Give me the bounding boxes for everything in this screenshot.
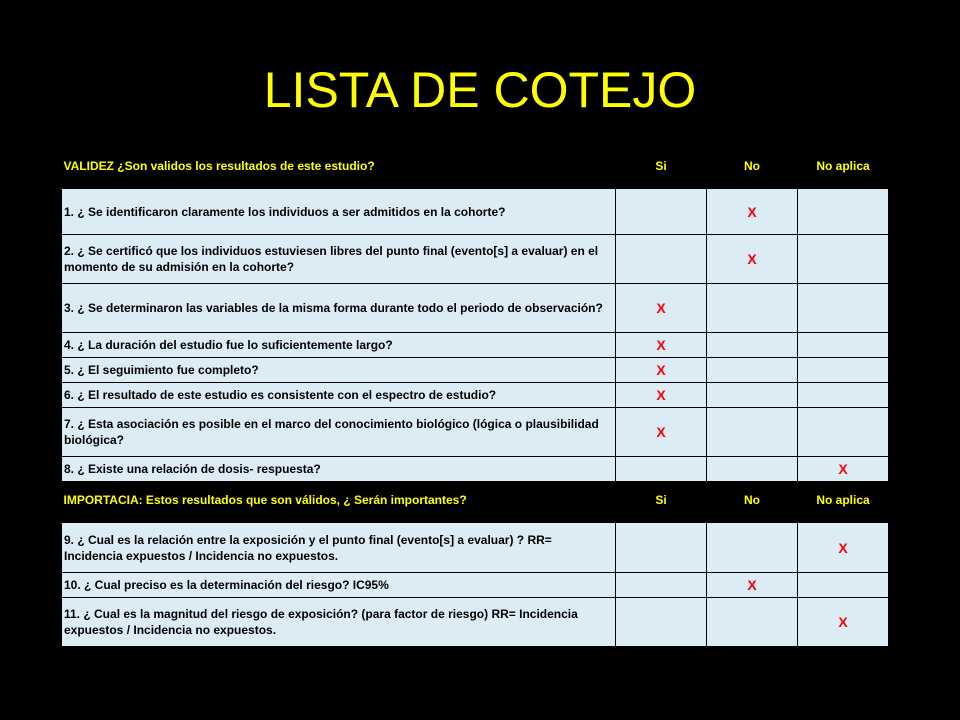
page-title: LISTA DE COTEJO [263, 62, 697, 118]
mark-no-aplica: X [798, 598, 889, 647]
question-text: 1. ¿ Se identificaron claramente los individuos a ser admitidos en la cohorte? [62, 189, 616, 235]
question-text: 7. ¿ Esta asociación es posible en el marco del conocimiento biológico (lógica o plausibilidad biológica? [62, 408, 616, 457]
table-row [62, 457, 889, 482]
table-row [62, 189, 889, 235]
section-header-label: VALIDEZ ¿Son validos los resultados de este estudio? [62, 148, 616, 184]
column-header-no-aplica: No aplica [798, 148, 889, 184]
mark-no-aplica: X [798, 523, 889, 573]
column-header-si: Si [616, 482, 707, 519]
mark-si: X [616, 383, 707, 408]
section-header-label: IMPORTACIA: Estos resultados que son válidos, ¿ Serán importantes? [62, 482, 616, 519]
question-text: 6. ¿ El resultado de este estudio es consistente con el espectro de estudio? [62, 383, 616, 408]
mark-no: X [707, 573, 798, 598]
mark-si: X [616, 358, 707, 383]
mark-no [707, 383, 798, 408]
mark-no [707, 408, 798, 457]
table-row [62, 383, 889, 408]
table-row [62, 284, 889, 333]
mark-no: X [707, 235, 798, 284]
mark-no [707, 333, 798, 358]
mark-si [616, 457, 707, 482]
table-row [62, 333, 889, 358]
checklist-table [61, 148, 889, 647]
question-text: 11. ¿ Cual es la magnitud del riesgo de exposición? (para factor de riesgo) RR= Incidencia expuestos / Incidencia no expuestos. [62, 598, 616, 647]
mark-no-aplica [798, 358, 889, 383]
column-header-no-aplica: No aplica [798, 482, 889, 519]
table-row [62, 408, 889, 457]
column-header-no: No [707, 148, 798, 184]
mark-no [707, 284, 798, 333]
mark-si [616, 189, 707, 235]
section-header-importancia [62, 482, 889, 519]
mark-no [707, 598, 798, 647]
column-header-no: No [707, 482, 798, 519]
mark-no-aplica [798, 333, 889, 358]
mark-si [616, 523, 707, 573]
mark-no-aplica [798, 189, 889, 235]
mark-no [707, 457, 798, 482]
mark-no-aplica [798, 573, 889, 598]
mark-si: X [616, 333, 707, 358]
mark-no-aplica [798, 408, 889, 457]
column-header-si: Si [616, 148, 707, 184]
question-text: 8. ¿ Existe una relación de dosis- respuesta? [62, 457, 616, 482]
table-row [62, 598, 889, 647]
mark-no [707, 523, 798, 573]
mark-si: X [616, 284, 707, 333]
mark-si [616, 235, 707, 284]
mark-no: X [707, 189, 798, 235]
question-text: 4. ¿ La duración del estudio fue lo suficientemente largo? [62, 333, 616, 358]
question-text: 9. ¿ Cual es la relación entre la exposición y el punto final (evento[s] a evaluar) ? RR= Incidencia expuestos / Incidencia no expuestos. [62, 523, 616, 573]
question-text: 3. ¿ Se determinaron las variables de la misma forma durante todo el periodo de observación? [62, 284, 616, 333]
mark-si [616, 598, 707, 647]
question-text: 10. ¿ Cual preciso es la determinación del riesgo? IC95% [62, 573, 616, 598]
mark-no-aplica [798, 235, 889, 284]
mark-no [707, 358, 798, 383]
mark-si: X [616, 408, 707, 457]
mark-no-aplica [798, 284, 889, 333]
table-row [62, 235, 889, 284]
mark-no-aplica: X [798, 457, 889, 482]
section-header-validez [62, 148, 889, 184]
mark-no-aplica [798, 383, 889, 408]
table-row [62, 573, 889, 598]
mark-si [616, 573, 707, 598]
table-row [62, 358, 889, 383]
question-text: 5. ¿ El seguimiento fue completo? [62, 358, 616, 383]
table-row [62, 523, 889, 573]
question-text: 2. ¿ Se certificó que los individuos estuviesen libres del punto final (evento[s] a evaluar) en el momento de su admisión en la cohorte? [62, 235, 616, 284]
